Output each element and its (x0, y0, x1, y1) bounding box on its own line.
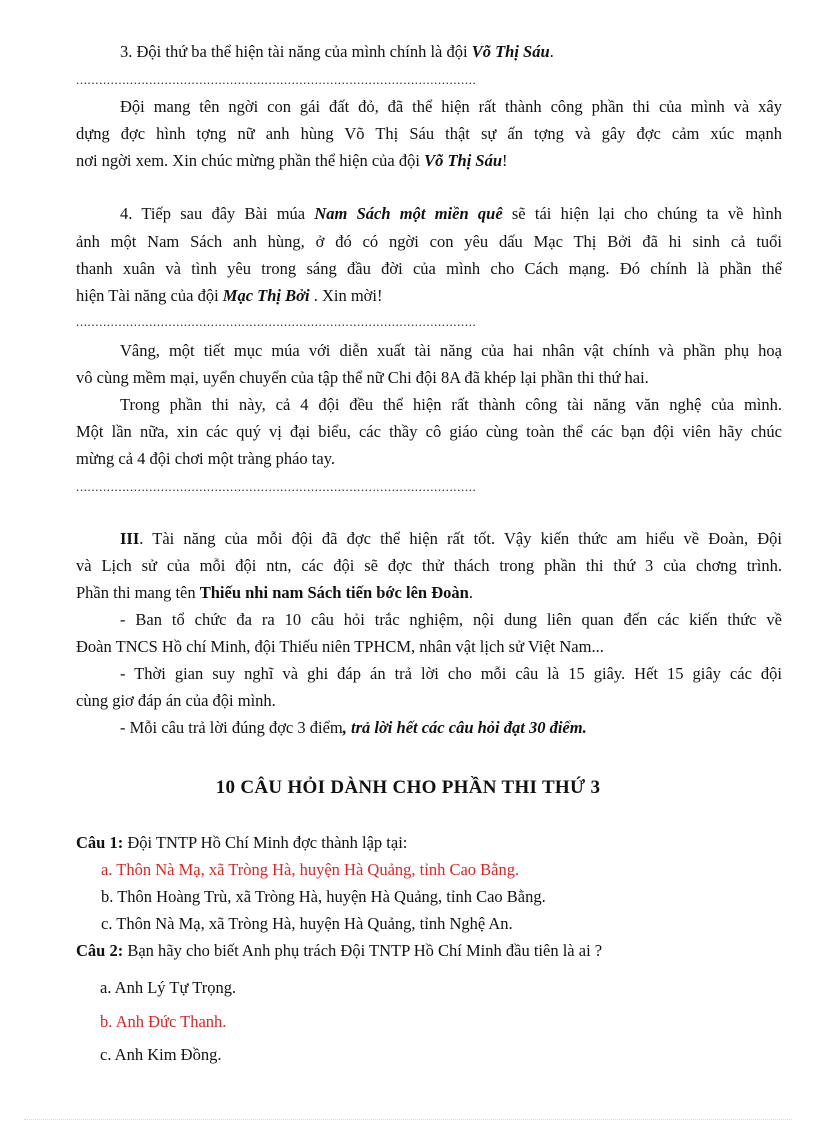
paragraph-team3-intro: 3. Đội thứ ba thể hiện tài năng của mình chính là đội Võ Thị Sáu. (120, 42, 554, 61)
paragraph-team4-line4: hiện Tài năng của đội Mạc Thị Bởi . Xin mời! (76, 286, 383, 305)
paragraph-team3-comment-line1: Đội mang tên ngời con gái đất đỏ, đã thể hiện rất thành công phần thi của mình và xây (120, 97, 782, 116)
question-2-option-a: a. Anh Lý Tự Trọng. (100, 978, 237, 997)
question-2-option-b-correct: b. Anh Đức Thanh. (100, 1012, 227, 1031)
team-name-vo-thi-sau: Võ Thị Sáu (424, 151, 503, 170)
question-1-option-c: c. Thôn Nà Mạ, xã Tròng Hà, huyện Hà Quảng, tỉnh Nghệ An. (101, 914, 513, 933)
question-label: Câu 1: (76, 833, 124, 852)
paragraph-team4-comment-line1: Vâng, một tiết mục múa với diễn xuất tài năng của hai nhân vật chính và phần phụ hoạ (120, 341, 782, 360)
paragraph-team3-comment-line2: dựng đợc hình tợng nữ anh hùng Võ Thị Sáu thật sự ấn tợng và gây đợc cảm xúc mạnh (76, 124, 782, 143)
question-1-option-b: b. Thôn Hoàng Trù, xã Tròng Hà, huyện Hà Quảng, tỉnh Cao Bằng. (101, 887, 546, 906)
paragraph-team4-line1: 4. Tiếp sau đây Bài múa Nam Sách một miền quê sẽ tái hiện lại cho chúng ta về hình (120, 204, 782, 223)
section-iii-line3: Phần thi mang tên Thiếu nhi nam Sách tiến bớc lên Đoàn. (76, 583, 473, 602)
round-title: Thiếu nhi nam Sách tiến bớc lên Đoàn (199, 583, 469, 602)
rule-item-1-line1: - Ban tổ chức đa ra 10 câu hỏi trắc nghiệm, nội dung liên quan đến các kiến thức về (120, 610, 782, 629)
question-1: Câu 1: Đội TNTP Hồ Chí Minh đợc thành lập tại: (76, 833, 408, 852)
rule-item-2-line2: cùng giơ đáp án của đội mình. (76, 691, 276, 710)
section-iii-line2: và Lịch sử của mỗi đội ntn, các đội sẽ đợc thử thách trong phần thi thứ 3 của chơng trình. (76, 556, 782, 575)
team-name-vo-thi-sau: Võ Thị Sáu (471, 42, 550, 61)
section-heading: 10 CÂU HỎI DÀNH CHO PHẦN THI THỨ 3 (215, 777, 601, 798)
dotted-separator: ........................................................................................................ (76, 314, 477, 329)
question-1-option-a-correct: a. Thôn Nà Mạ, xã Tròng Hà, huyện Hà Quảng, tỉnh Cao Bằng. (101, 860, 520, 879)
paragraph-team4-line3: thanh xuân và tình yêu trong sáng đầu đời của mình cho Cách mạng. Đó chính là phần thể (76, 259, 782, 278)
question-label: Câu 2: (76, 941, 124, 960)
question-2: Câu 2: Bạn hãy cho biết Anh phụ trách Đội TNTP Hồ Chí Minh đầu tiên là ai ? (76, 941, 603, 960)
dotted-separator: ........................................................................................................ (76, 72, 477, 87)
dotted-separator: ........................................................................................................ (76, 479, 477, 494)
rule-item-2-line1: - Thời gian suy nghĩ và ghi đáp án trả lời cho mỗi câu là 15 giây. Hết 15 giây các đội (120, 664, 782, 683)
section-number: III (120, 529, 140, 548)
section-iii-line1: III. Tài năng của mỗi đội đã đợc thể hiện rất tốt. Vậy kiến thức am hiểu về Đoàn, Đội (120, 529, 782, 548)
scoring-note: , trả lời hết các câu hỏi đạt 30 điểm. (342, 718, 587, 737)
paragraph-team4-line2: ảnh một Nam Sách anh hùng, ở đó có ngời con yêu dấu Mạc Thị Bởi đã hi sinh cả tuổi (76, 232, 782, 251)
rule-item-1-line2: Đoàn TNCS Hồ chí Minh, đội Thiếu niên TPHCM, nhân vật lịch sử Việt Nam... (76, 637, 604, 656)
paragraph-team4-comment-line2: vô cùng mềm mại, uyển chuyển của tập thể nữ Chi đội 8A đã khép lại phần thi thứ hai. (76, 368, 649, 387)
dance-title: Nam Sách một miền quê (314, 204, 503, 223)
paragraph-summary-line1: Trong phần thi này, cả 4 đội đều thể hiện rất thành công tài năng văn nghệ của mình. (120, 395, 782, 414)
rule-item-3: - Mỗi câu trả lời đúng đợc 3 điểm, trả lời hết các câu hỏi đạt 30 điểm. (120, 718, 587, 737)
paragraph-summary-line3: mừng cả 4 đội chơi một tràng pháo tay. (76, 449, 335, 468)
page-bottom-border (24, 1119, 792, 1120)
paragraph-team3-comment-line3: nơi ngời xem. Xin chúc mừng phần thể hiện của đội Võ Thị Sáu! (76, 151, 508, 170)
paragraph-summary-line2: Một lần nữa, xin các quý vị đại biểu, các thầy cô giáo cùng toàn thể các bạn đội viên hãy chúc (76, 422, 782, 441)
team-name-mac-thi-boi: Mạc Thị Bởi (222, 286, 310, 305)
question-2-option-c: c. Anh Kim Đồng. (100, 1045, 222, 1064)
